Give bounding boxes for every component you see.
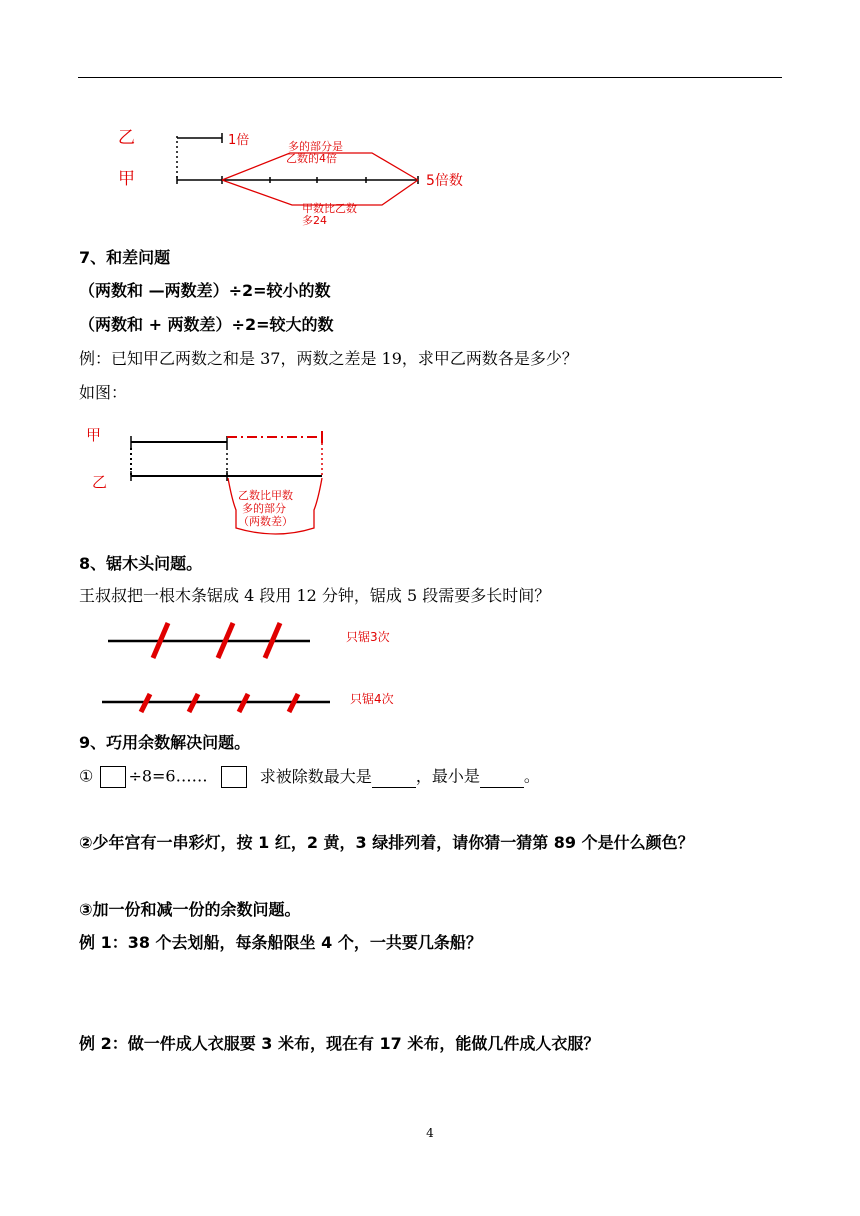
section9-q2: ②少年宫有一串彩灯，按 1 红，2 黄，3 绿排列着，请你猜一猜第 89 个是什么颜色？	[79, 833, 694, 852]
diagram2-brace-line1: 乙数比甲数	[238, 489, 293, 502]
diagram1-label-one-times: 1倍	[228, 133, 250, 148]
q1-text: 求被除数最大是	[259, 766, 372, 786]
q1-middle: ÷8=6……	[128, 766, 208, 786]
section7-title: 7、和差问题	[79, 248, 171, 267]
diagram1-five-times: 5倍数	[426, 173, 463, 189]
section8-title: 8、锯木头问题。	[79, 554, 203, 573]
min-answer-blank[interactable]	[480, 771, 524, 788]
page-number: 4	[426, 1126, 434, 1140]
section9-q3-title: ③加一份和减一份的余数问题。	[79, 900, 301, 919]
diagram2-label-jia: 甲	[86, 426, 102, 444]
diagram2-brace-line3: （两数差）	[238, 515, 293, 528]
saw-label-three: 只锯3次	[346, 630, 390, 644]
section9-q1	[79, 766, 540, 788]
section9-ex2: 例 2：做一件成人衣服要 3 米布，现在有 17 米布，能做几件成人衣服？	[79, 1034, 600, 1053]
q1-prefix: ①	[79, 766, 94, 786]
max-answer-blank[interactable]	[372, 771, 416, 788]
section8-question: 王叔叔把一根木条锯成 4 段用 12 分钟，锯成 5 段需要多长时间？	[79, 586, 551, 605]
section9-ex1: 例 1：38 个去划船，每条船限坐 4 个，一共要几条船？	[79, 933, 482, 952]
diagram1-diff-line1: 甲数比乙数	[302, 202, 357, 215]
section7-example: 例：已知甲乙两数之和是 37，两数之差是 19，求甲乙两数各是多少？	[79, 349, 578, 368]
diagram1-label-yi: 乙	[118, 128, 135, 148]
section7-as-shown: 如图：	[79, 383, 128, 402]
diagram1-label-jia: 甲	[118, 169, 135, 189]
section9-title: 9、巧用余数解决问题。	[79, 733, 251, 752]
diagram2-brace-line2: 多的部分	[242, 502, 286, 515]
diagram2-label-yi: 乙	[92, 473, 108, 491]
dividend-box[interactable]	[100, 766, 126, 788]
section7-formula2: （两数和 + 两数差）÷2=较大的数	[79, 315, 334, 334]
saw-label-four: 只锯4次	[350, 692, 394, 706]
remainder-box[interactable]	[221, 766, 247, 788]
diagram1-more-line1: 多的部分是	[288, 140, 343, 153]
diagram1-diff-line2: 多24	[302, 214, 327, 227]
q1-sep: ，最小是	[415, 766, 480, 786]
section7-formula1: （两数和 —两数差）÷2=较小的数	[79, 281, 331, 300]
q1-end: 。	[523, 766, 540, 786]
diagram1-more-line2: 乙数的4倍	[286, 152, 337, 165]
